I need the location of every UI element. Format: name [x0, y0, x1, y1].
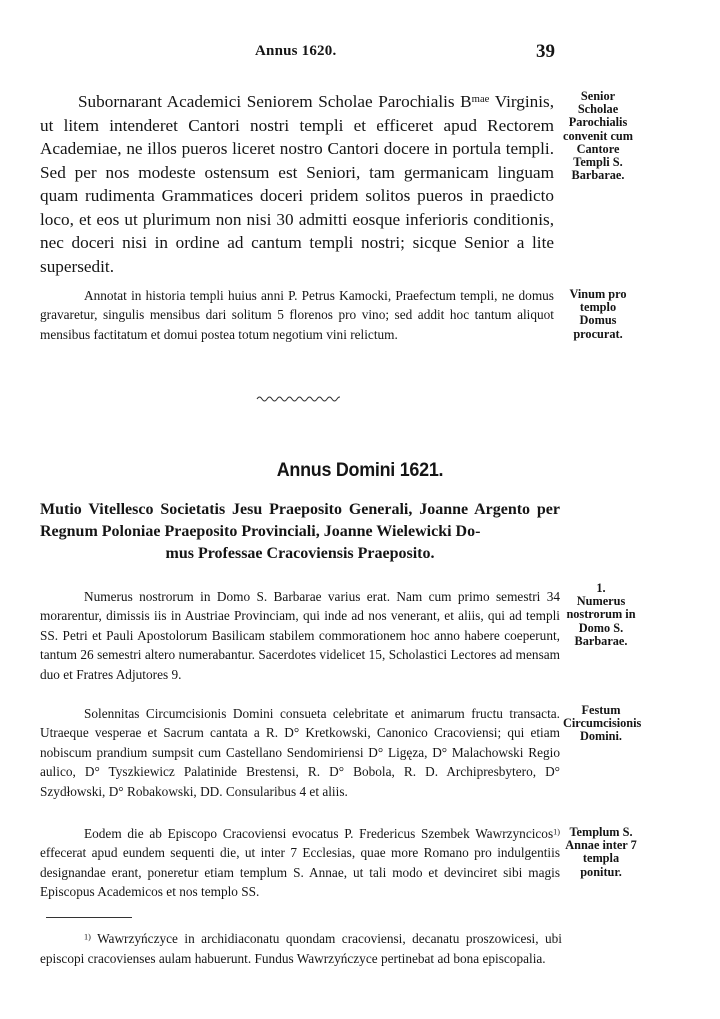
margin-note-numerus [563, 582, 639, 648]
margin-note-templum: Templum S. Annae inter 7 templa ponitur. [565, 825, 637, 879]
wavy-divider-ornament [256, 393, 340, 405]
paragraph-templum-annae [40, 824, 560, 902]
praepositi-lines: Mutio Vitellesco Societatis Jesu Praeposito Generali, Joanne Argento per Regnum Poloniae Praeposito Provinciali, Joanne Wielewicki Do- [40, 501, 560, 540]
margin-note-festum: Festum Circumcisionis Domini. [563, 703, 642, 744]
margin-note-senior: Senior Scholae Parochialis convenit cum Cantore Templi S. Barbarae. [562, 89, 634, 183]
paragraph-numerus: Numerus nostrorum in Domo S. Barbarae varius erat. Nam cum primo semestri 34 morarentur, dimissis iis in Austriae Provinciam, qui inde ad nos venerant, et aliis, qui ad templi SS. Petri et Pauli Apostolorum Basilicam stabilem commorationem hoc anno habere coeperunt, tantum 26 semestri altero numerabantur. Sacerdotes videlicet 15, Scholastici Lectores ad mensam duo et Fratres Adjutores 9. [40, 589, 560, 682]
page-number: 39 [536, 41, 555, 62]
paragraph-text: effecerat apud eundem sequenti die, ut inter 7 Ecclesias, quae more Romano pro indulgentiis designandae erant, poneretur etiam templum S. Annae, ut tali modo et devinciret sibi magis Episcopus Academicos et nos templo SS. [40, 845, 560, 900]
section-heading-1621: Annus Domini 1621. [276, 459, 444, 481]
margin-note-number: 1. [596, 581, 606, 595]
margin-note-vinum: Vinum pro templo Domus procurat. [569, 287, 627, 341]
paragraph-vinum: Annotat in historia templi huius anni P. Petrus Kamocki, Praefectum templi, ne domus gravaretur, singulis mensibus dari solitum 5 florenos pro vino; sed addit hoc tantum aliquot mensibus factitatum et domui postea totum negotium vini relictum. [40, 288, 554, 342]
paragraph-text: Subornarant Academici Seniorem Scholae Parochialis B [78, 92, 472, 111]
paragraph-text: Virginis, ut litem intenderet Cantori nostri templi et efficeret apud Rectorem Academiae, ne illos pueros liceret nostro Cantori docere in portula templi. Sed per nos modeste ostensum est Seniori, tam germanicam linguam quam rudimenta Grammatices doceri pridem solitos pueros in praedicto loco, et eos ut plurimum non nisi 30 admitti eosque inferioris conditionis, nec doceri nisi in ordine ad cantum templi nostri; sicque Senior a lite supersedit. [40, 92, 554, 276]
running-title: Annus 1620. [255, 43, 337, 59]
footnote [40, 929, 562, 968]
paragraph-text: Eodem die ab Episcopo Cracoviensi evocatus P. Fredericus Szembek Wawrzyncicos [84, 826, 554, 841]
margin-note-text: Numerus nostrorum in Domo S. Barbarae. [566, 594, 636, 648]
footnote-mark: 1) [84, 932, 91, 942]
praepositi-heading [40, 499, 560, 565]
superscript-mae: mae [471, 94, 490, 106]
footnote-rule [46, 917, 132, 918]
praepositi-last-line: mus Professae Cracoviensis Praeposito. [165, 545, 435, 562]
footnote-reference: 1) [553, 827, 560, 837]
paragraph-schola-parochialis [40, 90, 554, 278]
paragraph-circumcisio: Solennitas Circumcisionis Domini consueta celebritate et animarum fructu transacta. Utraeque vesperae et Sacrum cantata a R. D° Kretkowski, Canonico Cracoviensi; qui etiam nobiscum prandium sumpsit cum Castellano Sendomiriensi D° Ligęza, D° Malachowski Regio aulico, D° Tyszkiewicz Palatinide Brestensi, R. D° Bobola, R. D. Archipresbytero, D° Szydłowski, D° Robakowski, DD. Consularibus 4 et aliis. [40, 706, 560, 799]
footnote-text: Wawrzyńczyce in archidiaconatu quondam cracoviensi, decanatu proszowicesi, ubi episcopi cracovienses aulam habuerunt. Fundus Wawrzyńczyce pertinebat ad bona episcopalia. [40, 931, 562, 966]
